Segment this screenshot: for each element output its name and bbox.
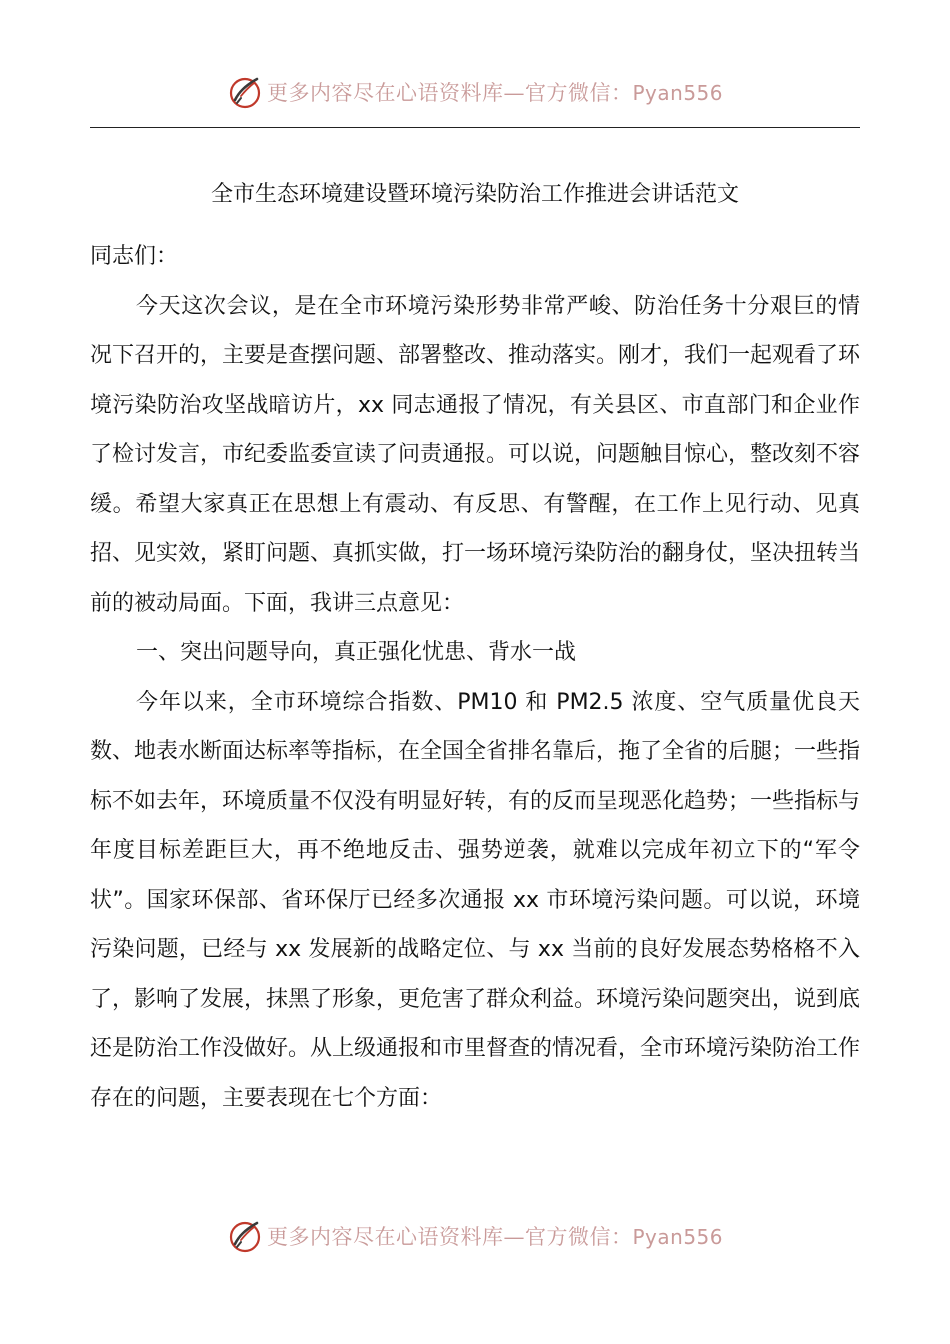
quill-pen-logo-icon: [227, 1218, 263, 1254]
header-banner: [0, 72, 950, 112]
document-title: 全市生态环境建设暨环境污染防治工作推进会讲话范文: [210, 182, 739, 207]
header-wechat-id: Pyan556: [632, 81, 723, 105]
footer-wechat-id: Pyan556: [632, 1225, 723, 1249]
footer-banner-text: 更多内容尽在心语资料库—官方微信：Pyan556: [266, 1225, 723, 1249]
header-banner-text: 更多内容尽在心语资料库—官方微信：Pyan556: [266, 81, 723, 105]
section-heading-1: 一、突出问题导向，真正强化忧患、背水一战: [136, 640, 577, 665]
salutation: 同志们：: [90, 244, 179, 269]
quill-pen-logo-icon: [227, 74, 263, 110]
document-body: [90, 232, 860, 1123]
header-divider: [90, 127, 860, 128]
paragraph-problems: 今年以来，全市环境综合指数、PM10 和 PM2.5 浓度、空气质量优良天数、地表水断面达标率等指标，在全国全省排名靠后，拖了全省的后腿；一些指标不如去年，环境质量不仅没有明显好转，有的反而呈现恶化趋势；一些指标与年度目标差距巨大，再不绝地反击、强势逆袭，就难以完成年初立下的“军令状”。国家环保部、省环保厅已经多次通报 xx 市环境污染问题。可以说，环境污染问题，已经与 xx 发展新的战略定位、与 xx 当前的良好发展态势格格不入了，影响了发展，抹黑了形象，更危害了群众利益。环境污染问题突出，说到底还是防治工作没做好。从上级通报和市里督查的情况看，全市环境污染防治工作存在的问题，主要表现在七个方面：: [90, 689, 861, 1111]
footer-banner: [0, 1216, 950, 1256]
paragraph-intro: 今天这次会议，是在全市环境污染形势非常严峻、防治任务十分艰巨的情况下召开的，主要是查摆问题、部署整改、推动落实。刚才，我们一起观看了环境污染防治攻坚战暗访片，xx 同志通报了情况，有关县区、市直部门和企业作了检讨发言，市纪委监委宣读了问责通报。可以说，问题触目惊心，整改刻不容缓。希望大家真正在思想上有震动、有反思、有警醒，在工作上见行动、见真招、见实效，紧盯问题、真抓实做，打一场环境污染防治的翻身仗，坚决扭转当前的被动局面。下面，我讲三点意见：: [90, 293, 861, 616]
